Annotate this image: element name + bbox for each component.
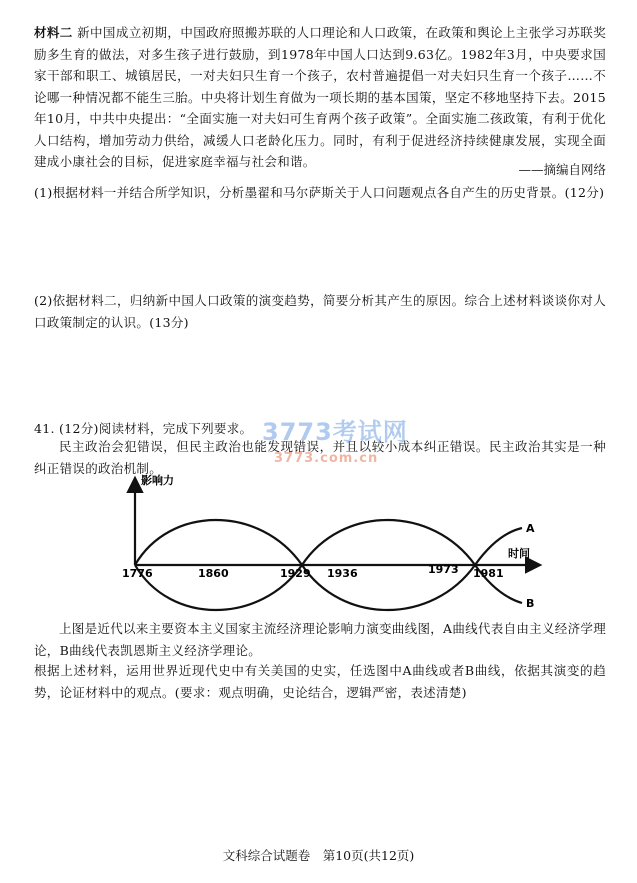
material-two-body: 新中国成立初期，中国政府照搬苏联的人口理论和人口政策，在政策和舆论上主张学习苏联奖励多生育的做法，对多生孩子进行鼓励，到1978年中国人口达到9.63亿。1982年3月，中央要求国家干部和职工、城镇居民，一对夫妇只生育一个孩子，农村普遍提倡一对夫妇只生育一个孩子……不论哪一种情况都不能生三胎。中央将计划生育做为一项长期的基本国策，坚定不移地坚持下去。2015年10月，中共中央提出：“全面实施一对夫妇可生育两个孩子政策”。全面实施二孩政策，有利于优化人口结构，增加劳动力供给，减缓人口老龄化压力。同时，有利于促进经济持续健康发展，实现全面建成小康社会的目标，促进家庭幸福与社会和谐。 (34, 25, 607, 169)
x-tick-label: 1936 (327, 567, 358, 580)
question-2: (2)依据材料二，归纳新中国人口政策的演变趋势，简要分析其产生的原因。综合上述材料谈谈你对人口政策制定的认识。(13分) (34, 293, 606, 330)
chart-description: 上图是近代以来主要资本主义国家主流经济理论影响力演变曲线图，A曲线代表自由主义经济学理论，B曲线代表凯恩斯主义经济学理论。 (34, 621, 606, 658)
curve-b-label: B (526, 597, 535, 610)
question-1: (1)根据材料一并结合所学知识，分析墨翟和马尔萨斯关于人口问题观点各自产生的历史背景。(12分) (34, 185, 605, 200)
question-41-header: 41. (12分)阅读材料，完成下列要求。 (34, 421, 253, 436)
watermark-url: 3773.com.cn (274, 451, 379, 466)
material-two-source: ——摘编自网络 (518, 162, 606, 177)
x-tick-label: 1776 (122, 567, 153, 580)
page-footer: 文科综合试题卷 第10页(共12页) (222, 848, 415, 863)
x-tick-label: 1973 (428, 563, 459, 576)
y-axis-label: 影响力 (141, 474, 174, 487)
x-tick-label: 1929 (280, 567, 311, 580)
x-axis-label: 时间 (508, 547, 530, 560)
watermark-logo: 3773考试网 (262, 418, 408, 446)
curve-a-label: A (526, 522, 535, 535)
influence-curve-chart (110, 470, 550, 615)
x-tick-label: 1860 (198, 567, 229, 580)
question-41-task: 根据上述材料，运用世界近现代史中有关美国的史实，任选图中A曲线或者B曲线，依据其演变的趋势，论证材料中的观点。(要求：观点明确，史论结合，逻辑严密，表述清楚) (34, 663, 606, 700)
material-two (34, 22, 606, 173)
question-41-material: 民主政治会犯错误，但民主政治也能发现错误，并且以较小成本纠正错误。民主政治其实是一种纠正错误的政治机制。 (34, 439, 606, 476)
material-two-heading: 材料二 (34, 25, 73, 40)
x-tick-label: 1981 (473, 567, 504, 580)
